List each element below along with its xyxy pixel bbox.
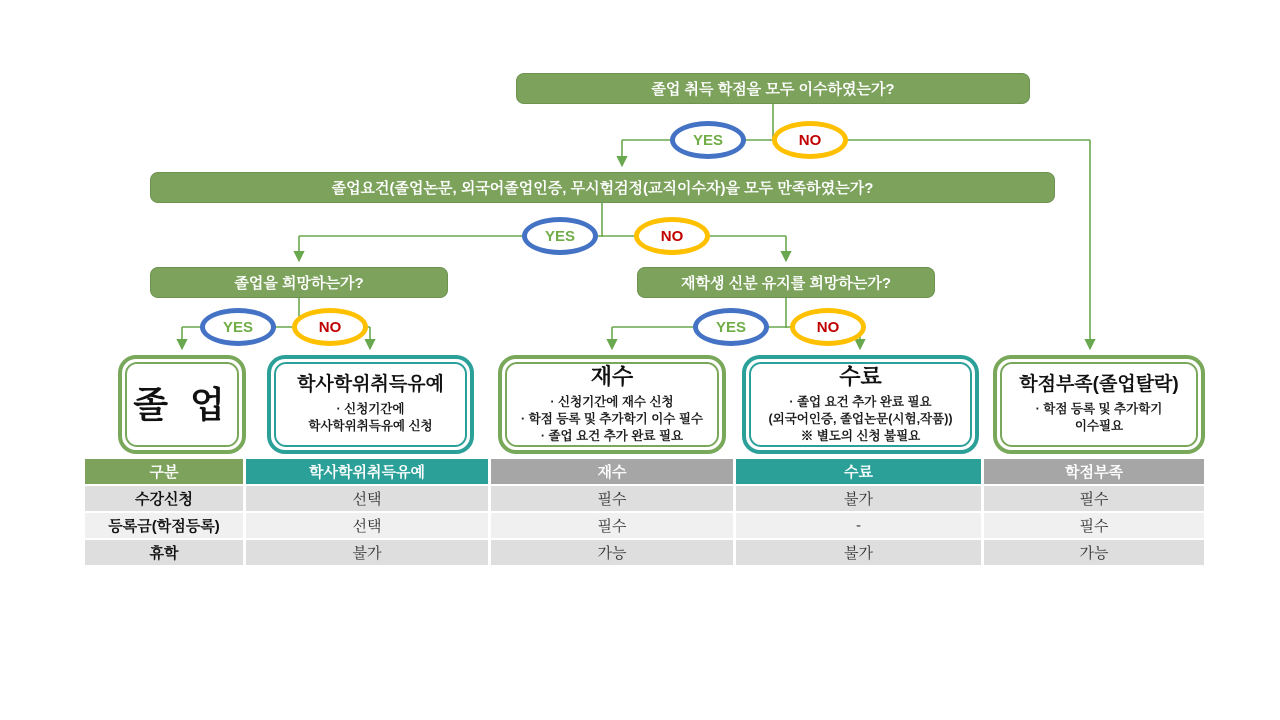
note-line: · 학점 등록 및 추가학기 이수 필수 — [521, 412, 703, 427]
table-header-credit-shortage: 학점부족 — [984, 459, 1204, 484]
table-cell: 필수 — [491, 513, 733, 538]
result-notes-completion — [768, 394, 952, 445]
note-line: · 졸업 요건 추가 완료 필요 — [540, 429, 684, 444]
table-cell: - — [736, 513, 981, 538]
table-cell: 선택 — [246, 513, 488, 538]
table-header-deferment: 학사학위취득유예 — [246, 459, 488, 484]
table-row-label-leave-of-absence: 휴학 — [85, 540, 243, 565]
table-header-completion: 수료 — [736, 459, 981, 484]
result-box-graduation — [118, 355, 246, 454]
result-title-graduation: 졸 업 — [133, 383, 231, 425]
result-box-degree-deferment — [267, 355, 474, 454]
result-box-retake — [498, 355, 726, 454]
decision-yes-level2: YES — [522, 217, 598, 255]
note-line: · 졸업 요건 추가 완료 필요 — [789, 395, 932, 410]
table-header-category: 구분 — [85, 459, 243, 484]
decision-no-enrolled: NO — [790, 308, 866, 346]
note-line: · 학점 등록 및 추가학기 — [1035, 402, 1163, 417]
table-header-retake: 재수 — [491, 459, 733, 484]
decision-no-level1: NO — [772, 121, 848, 159]
table-cell: 가능 — [984, 540, 1204, 565]
note-line: ※ 별도의 신청 불필요 — [800, 429, 921, 444]
note-line: · 신청기간에 재수 신청 — [550, 395, 674, 410]
result-notes-degree-deferment — [308, 401, 432, 435]
table-cell: 필수 — [984, 486, 1204, 511]
note-line: (외국어인증, 졸업논문(시험,작품)) — [768, 412, 953, 427]
question-box-credits: 졸업 취득 학점을 모두 이수하였는가? — [516, 73, 1030, 104]
note-line: 이수필요 — [1074, 418, 1124, 433]
result-notes-credit-shortage — [1036, 401, 1163, 435]
result-title-degree-deferment: 학사학위취득유예 — [297, 374, 444, 396]
result-box-credit-shortage — [993, 355, 1205, 454]
table-cell: 필수 — [984, 513, 1204, 538]
result-notes-retake — [521, 394, 703, 445]
table-cell: 불가 — [736, 540, 981, 565]
decision-no-graduate: NO — [292, 308, 368, 346]
table-cell: 선택 — [246, 486, 488, 511]
decision-yes-level1: YES — [670, 121, 746, 159]
question-box-wish-graduate: 졸업을 희망하는가? — [150, 267, 448, 298]
table-row-label-course-registration: 수강신청 — [85, 486, 243, 511]
decision-yes-graduate: YES — [200, 308, 276, 346]
status-table — [85, 459, 1204, 565]
result-box-completion — [742, 355, 979, 454]
result-title-credit-shortage: 학점부족(졸업탈락) — [1019, 374, 1179, 396]
decision-yes-enrolled: YES — [693, 308, 769, 346]
table-row-label-tuition: 등록금(학점등록) — [85, 513, 243, 538]
table-cell: 불가 — [246, 540, 488, 565]
note-line: 학사학위취득유예 신청 — [308, 418, 433, 433]
result-title-retake: 재수 — [590, 364, 634, 390]
result-title-completion: 수료 — [839, 364, 882, 390]
decision-no-level2: NO — [634, 217, 710, 255]
table-cell: 불가 — [736, 486, 981, 511]
question-box-keep-enrolled-status: 재학생 신분 유지를 희망하는가? — [637, 267, 935, 298]
question-box-requirements: 졸업요건(졸업논문, 외국어졸업인증, 무시험검정(교직이수자)을 모두 만족하였는가? — [150, 172, 1055, 203]
note-line: · 신청기간에 — [336, 402, 405, 417]
table-cell: 가능 — [491, 540, 733, 565]
table-cell: 필수 — [491, 486, 733, 511]
